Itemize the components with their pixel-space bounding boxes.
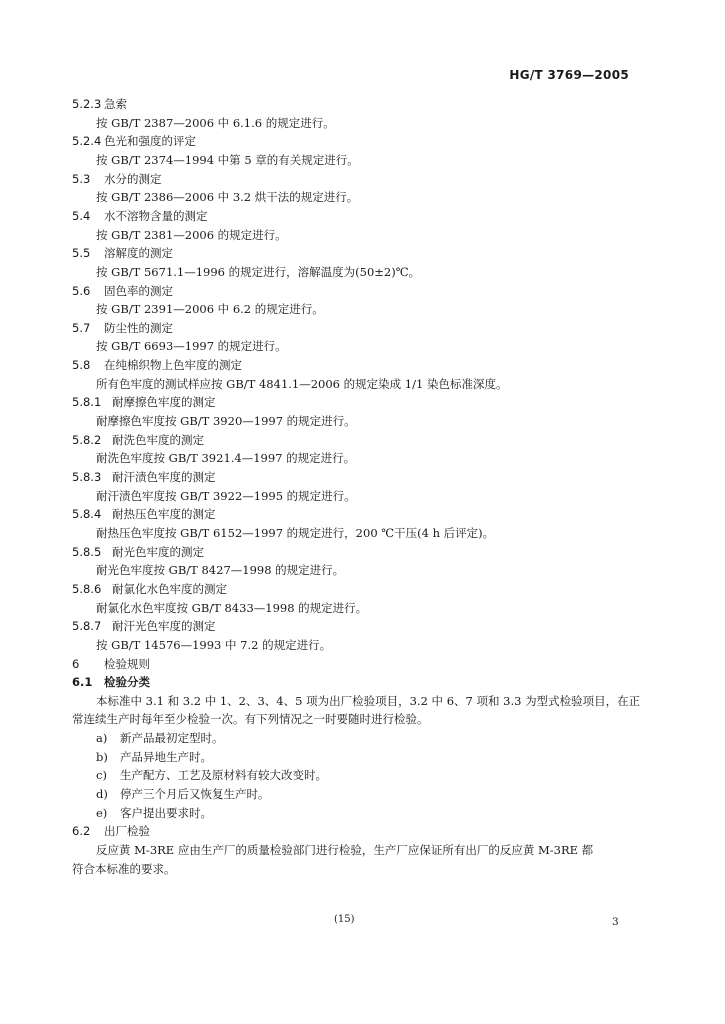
list-item-label: e): [96, 806, 108, 820]
list-item-label: a): [96, 731, 108, 745]
section-number: 6: [72, 657, 80, 671]
paragraph-text: 按 GB/T 14576—1993 中 7.2 的规定进行。: [96, 638, 332, 652]
section-number: 5.8.5: [72, 545, 102, 559]
section-title: 急索: [104, 97, 127, 111]
section-title: 耐洗色牢度的测定: [112, 433, 204, 447]
paragraph-text: 耐摩擦色牢度按 GB/T 3920—1997 的规定进行。: [96, 414, 356, 428]
section-number: 5.8.6: [72, 582, 102, 596]
footer-page-number: 3: [612, 916, 619, 928]
footer-doc-number: (15): [334, 914, 355, 925]
section-heading: [72, 545, 204, 559]
section-title: 耐汗光色牢度的测定: [112, 619, 216, 633]
paragraph-text: 耐汗渍色牢度按 GB/T 3922—1995 的规定进行。: [96, 489, 356, 503]
section-title: 水分的测定: [104, 172, 162, 186]
section-heading: [72, 433, 204, 447]
section-title: 出厂检验: [104, 824, 150, 838]
section-heading: [72, 507, 216, 521]
section-heading: [72, 97, 127, 111]
section-heading: [72, 619, 216, 633]
paragraph-text: 按 GB/T 6693—1997 的规定进行。: [96, 339, 287, 353]
standard-code-header: HG/T 3769—2005: [509, 68, 629, 82]
paragraph-text: 所有色牢度的测试样应按 GB/T 4841.1—2006 的规定染成 1/1 染色标准深度。: [96, 377, 508, 391]
paragraph-text: 本标准中 3.1 和 3.2 中 1、2、3、4、5 项为出厂检验项目，3.2 中 6、7 项和 3.3 为型式检验项目，在正: [96, 694, 641, 708]
section-heading: [72, 172, 162, 186]
list-item-label: c): [96, 768, 107, 782]
section-title: 水不溶物含量的测定: [104, 209, 208, 223]
paragraph-text: 按 GB/T 2381—2006 的规定进行。: [96, 228, 287, 242]
section-title: 防尘性的测定: [104, 321, 173, 335]
section-heading: [72, 321, 173, 335]
paragraph-text: 按 GB/T 2386—2006 中 3.2 烘干法的规定进行。: [96, 190, 359, 204]
list-item: [96, 768, 327, 782]
section-heading: [72, 582, 227, 596]
section-title: 固色率的测定: [104, 284, 173, 298]
section-title: 检验规则: [104, 657, 150, 671]
list-item-text: 客户提出要求时。: [120, 806, 212, 820]
paragraph-text: 耐氯化水色牢度按 GB/T 8433—1998 的规定进行。: [96, 601, 368, 615]
section-title: 溶解度的测定: [104, 246, 173, 260]
section-heading: [72, 246, 173, 260]
paragraph-text: 按 GB/T 5671.1—1996 的规定进行，溶解温度为(50±2)℃。: [96, 265, 421, 279]
section-title: 检验分类: [104, 675, 150, 689]
section-number: 5.7: [72, 321, 91, 335]
section-heading: [72, 358, 242, 372]
section-heading: [72, 470, 216, 484]
section-title: 耐光色牢度的测定: [112, 545, 204, 559]
section-title: 耐汗渍色牢度的测定: [112, 470, 216, 484]
paragraph-text: 耐热压色牢度按 GB/T 6152—1997 的规定进行，200 ℃干压(4 h 后评定)。: [96, 526, 495, 540]
list-item-text: 停产三个月后又恢复生产时。: [120, 787, 270, 801]
section-title: 耐热压色牢度的测定: [112, 507, 216, 521]
paragraph-text: 耐光色牢度按 GB/T 8427—1998 的规定进行。: [96, 563, 345, 577]
section-number: 5.8.4: [72, 507, 102, 521]
section-title: 耐氯化水色牢度的测定: [112, 582, 227, 596]
section-number: 6.2: [72, 824, 91, 838]
section-number: 5.8: [72, 358, 91, 372]
section-number: 5.2.4: [72, 134, 102, 148]
section-heading: [72, 395, 216, 409]
section-heading: [72, 675, 150, 689]
list-item: [96, 750, 212, 764]
list-item: [96, 806, 212, 820]
section-number: 6.1: [72, 675, 93, 689]
section-heading: [72, 209, 208, 223]
section-title: 色光和强度的评定: [104, 134, 196, 148]
section-heading: [72, 134, 196, 148]
section-title: 在纯棉织物上色牢度的测定: [104, 358, 242, 372]
section-number: 5.8.2: [72, 433, 102, 447]
section-number: 5.6: [72, 284, 91, 298]
list-item: [96, 731, 224, 745]
paragraph-text: 按 GB/T 2391—2006 中 6.2 的规定进行。: [96, 302, 324, 316]
section-heading: [72, 657, 150, 671]
section-title: 耐摩擦色牢度的测定: [112, 395, 216, 409]
section-number: 5.4: [72, 209, 91, 223]
paragraph-text: 反应黄 M-3RE 应由生产厂的质量检验部门进行检验，生产厂应保证所有出厂的反应黄 M-3RE 都: [96, 843, 594, 857]
list-item-text: 产品异地生产时。: [120, 750, 212, 764]
list-item: [96, 787, 270, 801]
paragraph-text: 耐洗色牢度按 GB/T 3921.4—1997 的规定进行。: [96, 451, 356, 465]
section-number: 5.8.3: [72, 470, 102, 484]
list-item-text: 新产品最初定型时。: [120, 731, 224, 745]
paragraph-text: 按 GB/T 2374—1994 中第 5 章的有关规定进行。: [96, 153, 359, 167]
paragraph-continuation: 符合本标准的要求。: [72, 862, 176, 876]
paragraph-text: 按 GB/T 2387—2006 中 6.1.6 的规定进行。: [96, 116, 335, 130]
paragraph-continuation: 常连续生产时每年至少检验一次。有下列情况之一时要随时进行检验。: [72, 712, 429, 726]
section-number: 5.5: [72, 246, 91, 260]
section-heading: [72, 824, 150, 838]
list-item-label: b): [96, 750, 108, 764]
section-number: 5.8.7: [72, 619, 102, 633]
section-number: 5.2.3: [72, 97, 102, 111]
list-item-text: 生产配方、工艺及原材料有较大改变时。: [120, 768, 327, 782]
section-heading: [72, 284, 173, 298]
list-item-label: d): [96, 787, 108, 801]
section-number: 5.8.1: [72, 395, 102, 409]
section-number: 5.3: [72, 172, 91, 186]
